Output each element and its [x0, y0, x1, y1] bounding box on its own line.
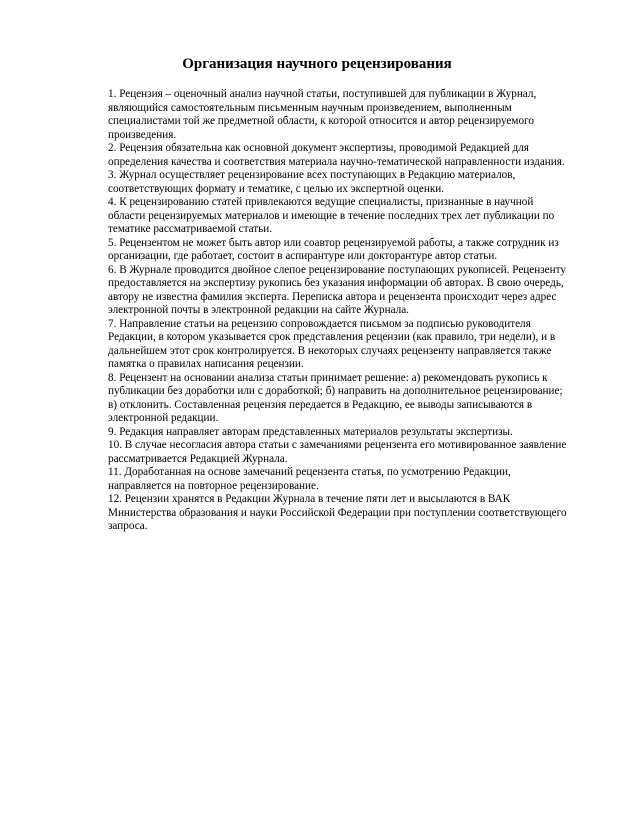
page-title: Организация научного рецензирования: [182, 56, 452, 72]
paragraph-3: 3. Журнал осуществляет рецензирование всех поступающих в Редакцию материалов, соответствующих формату и тематике, с целью их экспертной оценки.: [108, 169, 516, 195]
paragraph-8: 8. Рецензент на основании анализа статьи принимает решение: а) рекомендовать рукопись к публикации без доработки или с доработкой; б) направить на дополнительное рецензирование; в) отклонить. Составленная рецензия передается в Редакцию, ее выводы записываются в электронной редакции.: [108, 371, 563, 424]
document-body: [108, 88, 568, 534]
paragraph-2: 2. Рецензия обязательна как основной документ экспертизы, проводимой Редакцией для определения качества и соответствия материала научно-тематической направленности издания.: [108, 142, 565, 168]
paragraph-11: 11. Доработанная на основе замечаний рецензента статья, по усмотрению Редакции, направляется на повторное рецензирование.: [108, 466, 511, 492]
paragraph-10: 10. В случае несогласия автора статьи с замечаниями рецензента его мотивированное заявление рассматривается Редакцией Журнала.: [108, 439, 567, 465]
paragraph-7: 7. Направление статьи на рецензию сопровождается письмом за подписью руководителя Редакции, в котором указывается срок представления рецензии (как правило, три недели), и в дальнейшем этот срок контролируется. В некоторых случаях рецензенту направляется также памятка о правилах написания рецензии.: [108, 317, 556, 370]
paragraph-1: 1. Рецензия – оценочный анализ научной статьи, поступившей для публикации в Журнал, являющийся самостоятельным письменным научным произведением, выполненным специалистами той же предметной области, к которой относится и автор рецензируемого произведения.: [108, 88, 537, 141]
paragraph-12: 12. Рецензии хранятся в Редакции Журнала в течение пяти лет и высылаются в ВАК Министерства образования и науки Российской Федерации при поступлении соответствующего запроса.: [108, 493, 567, 532]
paragraph-4: 4. К рецензированию статей привлекаются ведущие специалисты, признанные в научной области рецензируемых материалов и имеющие в течение последних трех лет публикации по тематике рассматриваемой статьи.: [108, 196, 555, 235]
paragraph-9: 9. Редакция направляет авторам представленных материалов результаты экспертизы.: [108, 425, 513, 438]
paragraph-5: 5. Рецензентом не может быть автор или соавтор рецензируемой работы, а также сотрудник из организации, где работает, состоит в аспирантуре или докторантуре автор статьи.: [108, 236, 559, 262]
paragraph-6: 6. В Журнале проводится двойное слепое рецензирование поступающих рукописей. Рецензенту предоставляется на экспертизу рукопись без указания информации об авторах. В свою очередь, автору не известна фамилия эксперта. Переписка автора и рецензента происходит через адрес электронной почты в электронной редакции на сайте Журнала.: [108, 263, 566, 316]
